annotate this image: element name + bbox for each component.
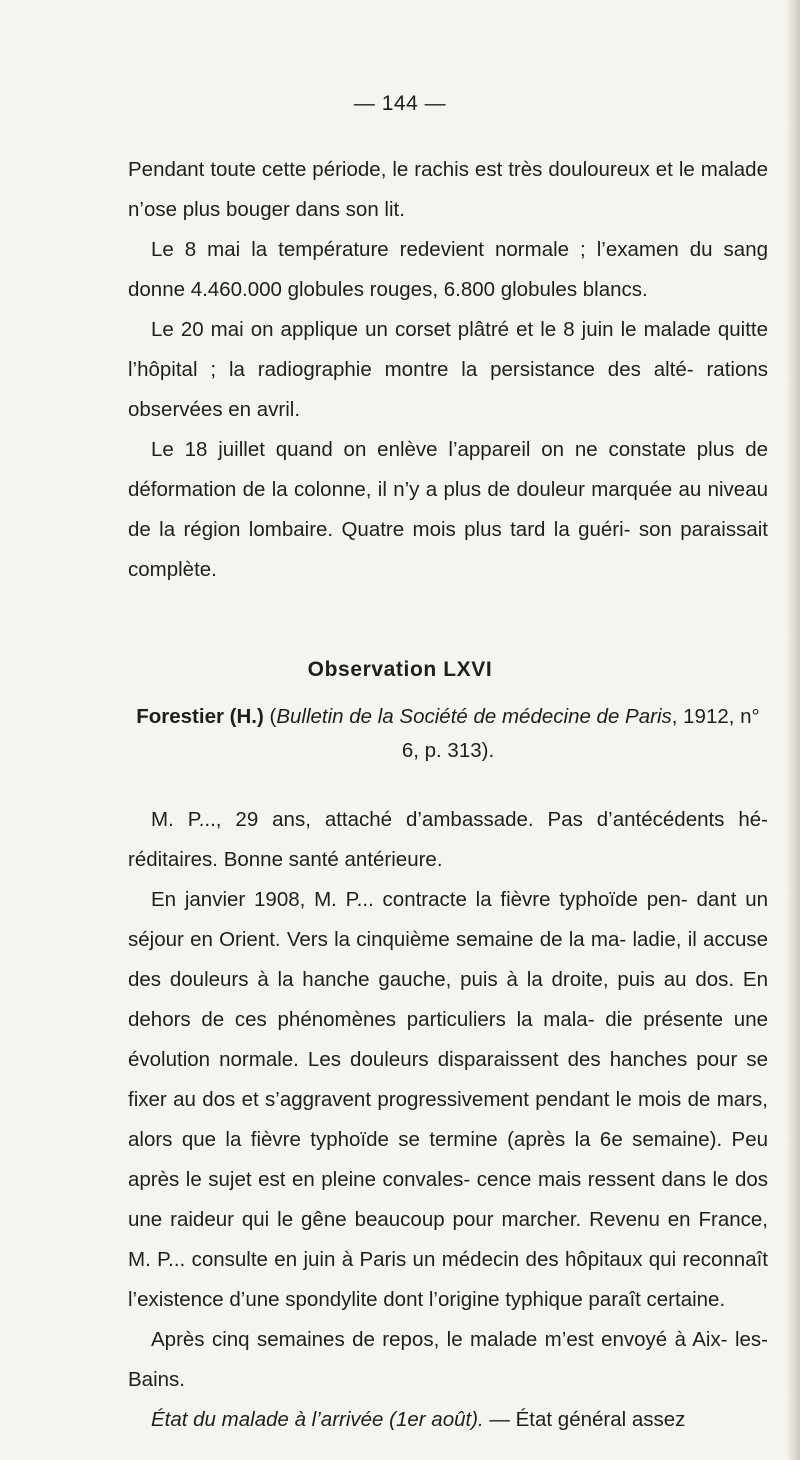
paragraph: Pendant toute cette période, le rachis est très douloureux et le malade n’ose plus bouger dans son lit. [128, 158, 768, 221]
paragraph [128, 1400, 768, 1440]
intro-text [128, 150, 768, 590]
paragraph: Le 8 mai la température redevient normale ; l’examen du sang donne 4.460.000 globules rouges, 6.800 globules blancs. [128, 238, 768, 301]
section-text: — État général assez [483, 1408, 686, 1431]
observation-text [128, 800, 768, 1440]
paragraph: M. P..., 29 ans, attaché d’ambassade. Pas d’antécédents hé- réditaires. Bonne santé antérieure. [128, 808, 768, 871]
paragraph: Le 20 mai on applique un corset plâtré et le 8 juin le malade quitte l’hôpital ; la radiographie montre la persistance des alté- rations observées en avril. [128, 318, 768, 421]
observation-title: Observation LXVI [307, 658, 493, 681]
citation-open-paren: ( [263, 705, 277, 728]
citation-journal: Bulletin de la Société de médecine de Paris [276, 705, 672, 728]
page-number: — 144 — [353, 92, 447, 115]
section-label: État du malade à l’arrivée (1er août). [151, 1408, 484, 1431]
paragraph: Le 18 juillet quand on enlève l’appareil on ne constate plus de déformation de la colonne, il n’y a plus de douleur marquée au niveau de la région lombaire. Quatre mois plus tard la guéri- son paraissait complète. [128, 438, 768, 581]
paragraph: En janvier 1908, M. P... contracte la fièvre typhoïde pen- dant un séjour en Orient. Vers la cinquième semaine de la ma- ladie, il accuse des douleurs à la hanche gauche, puis à la droite, puis au dos. En dehors de ces phénomènes particuliers la mala- die présente une évolution normale. Les douleurs disparaissent des hanches pour se fixer au dos et s’aggravent progressivement pendant le mois de mars, alors que la fièvre typhoïde se termine (après la 6e semaine). Peu après le sujet est en pleine convales- cence mais ressent dans le dos une raideur qui le gêne beaucoup pour marcher. Revenu en France, M. P... consulte en juin à Paris un médecin des hôpitaux qui reconnaît l’existence d’une spondylite dont l’origine typhique paraît certaine. [128, 888, 768, 1311]
citation-details: , 1912, n° 6, p. 313). [401, 705, 760, 762]
citation-author: Forestier (H.) [136, 705, 264, 728]
observation-citation [128, 700, 768, 768]
page-edge-shadow [786, 0, 800, 1460]
paragraph: Après cinq semaines de repos, le malade m’est envoyé à Aix- les-Bains. [128, 1328, 768, 1391]
